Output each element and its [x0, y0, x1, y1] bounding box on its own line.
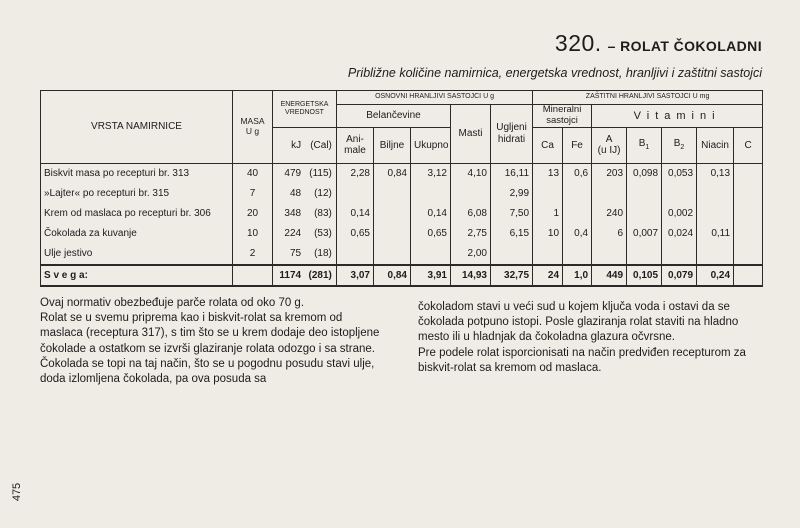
niacin-cell [697, 204, 734, 224]
niacin-cell: 0,11 [697, 224, 734, 244]
header-animal: Ani-male [337, 127, 374, 163]
header-carbs: Ugljeni hidrati [491, 105, 533, 164]
fe-cell [563, 204, 592, 224]
carbs-cell: 16,11 [491, 163, 533, 184]
a-cell: 6 [592, 224, 627, 244]
ingredient-name: Ulje jestivo [41, 244, 233, 265]
fat-cell: 2,75 [451, 224, 491, 244]
animal-cell [337, 244, 374, 265]
fe-cell: 0,6 [563, 163, 592, 184]
b2-cell: 0,002 [662, 204, 697, 224]
ca-cell: 10 [533, 224, 563, 244]
plant-cell [374, 244, 411, 265]
b2-cell [662, 184, 697, 204]
ca-cell [533, 184, 563, 204]
a-cell: 240 [592, 204, 627, 224]
niacin-cell [697, 244, 734, 265]
energy-cell: 48 (12) [273, 184, 337, 204]
table-row [41, 184, 763, 204]
table-row [41, 204, 763, 224]
body-text-left [40, 296, 385, 387]
c-cell [734, 265, 763, 286]
header-protein: Belančevine [337, 105, 451, 128]
fe-cell: 1,0 [563, 265, 592, 286]
niacin-cell: 0,13 [697, 163, 734, 184]
header-item: VRSTA NAMIRNICE [41, 91, 233, 164]
ca-cell [533, 244, 563, 265]
fat-cell: 6,08 [451, 204, 491, 224]
carbs-cell: 6,15 [491, 224, 533, 244]
b2-cell: 0,024 [662, 224, 697, 244]
header-plant: Biljne [374, 127, 411, 163]
header-basic-group: OSNOVNI HRANLJIVI SASTOJCI U g [337, 91, 533, 105]
animal-cell: 3,07 [337, 265, 374, 286]
a-cell: 203 [592, 163, 627, 184]
body-text-right [418, 300, 768, 376]
carbs-cell: 2,99 [491, 184, 533, 204]
total-cell: 3,12 [411, 163, 451, 184]
table-subtitle: Približne količine namirnica, energetska vrednost, hranljivi i zaštitni sastojci [347, 66, 762, 80]
table-row [41, 244, 763, 265]
energy-cell: 75 (18) [273, 244, 337, 265]
ingredient-name: Krem od maslaca po recepturi br. 306 [41, 204, 233, 224]
fe-cell [563, 184, 592, 204]
b1-cell [627, 204, 662, 224]
mass-cell: 10 [233, 224, 273, 244]
header-protective-group: ZAŠTITNI HRANLJIVI SASTOJCI U mg [533, 91, 763, 105]
niacin-cell: 0,24 [697, 265, 734, 286]
c-cell [734, 244, 763, 265]
b1-cell: 0,105 [627, 265, 662, 286]
b1-cell [627, 244, 662, 265]
animal-cell: 0,65 [337, 224, 374, 244]
niacin-cell [697, 184, 734, 204]
paragraph: Pre podele rolat isporcionisati na način predviđen recepturom za biskvit-rolat sa kremom od maslaca. [418, 346, 746, 374]
recipe-title [555, 30, 762, 57]
fat-cell: 2,00 [451, 244, 491, 265]
paragraph: Ovaj normativ obezbeđuje parče rolata od oko 70 g. [40, 297, 305, 309]
energy-cell: 479 (115) [273, 163, 337, 184]
total-cell: 0,14 [411, 204, 451, 224]
ca-cell: 24 [533, 265, 563, 286]
b1-cell: 0,007 [627, 224, 662, 244]
ingredient-name: Čokolada za kuvanje [41, 224, 233, 244]
carbs-cell [491, 244, 533, 265]
ingredient-name: Biskvit masa po recepturi br. 313 [41, 163, 233, 184]
b1-cell [627, 184, 662, 204]
page-number: 475 [11, 482, 24, 502]
paragraph: čokoladom stavi u veći sud u kojem ključa voda i ostavi da se čokolada potpuno istopi. Posle glaziranja rolat staviti na hladno mesto ili u hladnjak da čokoladna glazura očvrsne. [418, 301, 739, 344]
header-fat: Masti [451, 105, 491, 164]
fe-cell: 0,4 [563, 224, 592, 244]
header-ca: Ca [533, 127, 563, 163]
header-b2: $B_2$ [662, 127, 697, 163]
plant-cell: 0,84 [374, 265, 411, 286]
fat-cell: 4,10 [451, 163, 491, 184]
fe-cell [563, 244, 592, 265]
fat-cell: 14,93 [451, 265, 491, 286]
animal-cell [337, 184, 374, 204]
b2-cell: 0,053 [662, 163, 697, 184]
ca-cell: 1 [533, 204, 563, 224]
c-cell [734, 204, 763, 224]
c-cell [734, 224, 763, 244]
header-mass: MASA U g [233, 91, 273, 164]
recipe-number: 320. [554, 30, 602, 56]
animal-cell: 2,28 [337, 163, 374, 184]
energy-cell: 224 (53) [273, 224, 337, 244]
nutrition-table [40, 90, 763, 287]
header-b1: $B_1$ [627, 127, 662, 163]
c-cell [734, 184, 763, 204]
header-vitamins: Vitamini [592, 105, 763, 128]
b1-cell: 0,098 [627, 163, 662, 184]
ingredient-name: »Lajter« po recepturi br. 315 [41, 184, 233, 204]
a-cell: 449 [592, 265, 627, 286]
header-vit-a: A (u IJ) [592, 127, 627, 163]
ca-cell: 13 [533, 163, 563, 184]
fat-cell [451, 184, 491, 204]
total-cell [411, 184, 451, 204]
mass-cell: 7 [233, 184, 273, 204]
plant-cell [374, 204, 411, 224]
mass-cell [233, 265, 273, 286]
header-energy: ENERGETSKA VREDNOST [273, 91, 337, 128]
a-cell [592, 184, 627, 204]
carbs-cell: 32,75 [491, 265, 533, 286]
b2-cell: 0,079 [662, 265, 697, 286]
header-protein-total: Ukupno [411, 127, 451, 163]
header-energy-units: kJ (Cal) [273, 127, 337, 163]
total-cell: 3,91 [411, 265, 451, 286]
plant-cell [374, 224, 411, 244]
energy-cell: 348 (83) [273, 204, 337, 224]
paragraph: Rolat se u svemu pripremа kao i biskvit-rolat sa kremom od maslaca (recepturа 317), s tim što se u krem dodaje deo istopljene čokolade a ostatkom se izvrši glaziranje rolata odozgo i sa strane. Čokolada se topi na taj način, što se u pogodnu posudu stavi ulje, doda izlomljena čokolada, pa ova posuda sa [40, 312, 380, 386]
b2-cell [662, 244, 697, 265]
plant-cell: 0,84 [374, 163, 411, 184]
mass-cell: 2 [233, 244, 273, 265]
ingredient-name: S v e g a: [41, 265, 233, 286]
header-c: C [734, 127, 763, 163]
header-niacin: Niacin [697, 127, 734, 163]
table-row [41, 224, 763, 244]
total-row [41, 265, 763, 286]
energy-cell: 1174 (281) [273, 265, 337, 286]
carbs-cell: 7,50 [491, 204, 533, 224]
recipe-name: – ROLAT ČOKOLADNI [607, 38, 762, 54]
mass-cell: 20 [233, 204, 273, 224]
total-cell: 0,65 [411, 224, 451, 244]
table-row [41, 163, 763, 184]
plant-cell [374, 184, 411, 204]
c-cell [734, 163, 763, 184]
animal-cell: 0,14 [337, 204, 374, 224]
mass-cell: 40 [233, 163, 273, 184]
a-cell [592, 244, 627, 265]
total-cell [411, 244, 451, 265]
header-minerals: Mineralni sastojci [533, 105, 592, 128]
header-fe: Fe [563, 127, 592, 163]
